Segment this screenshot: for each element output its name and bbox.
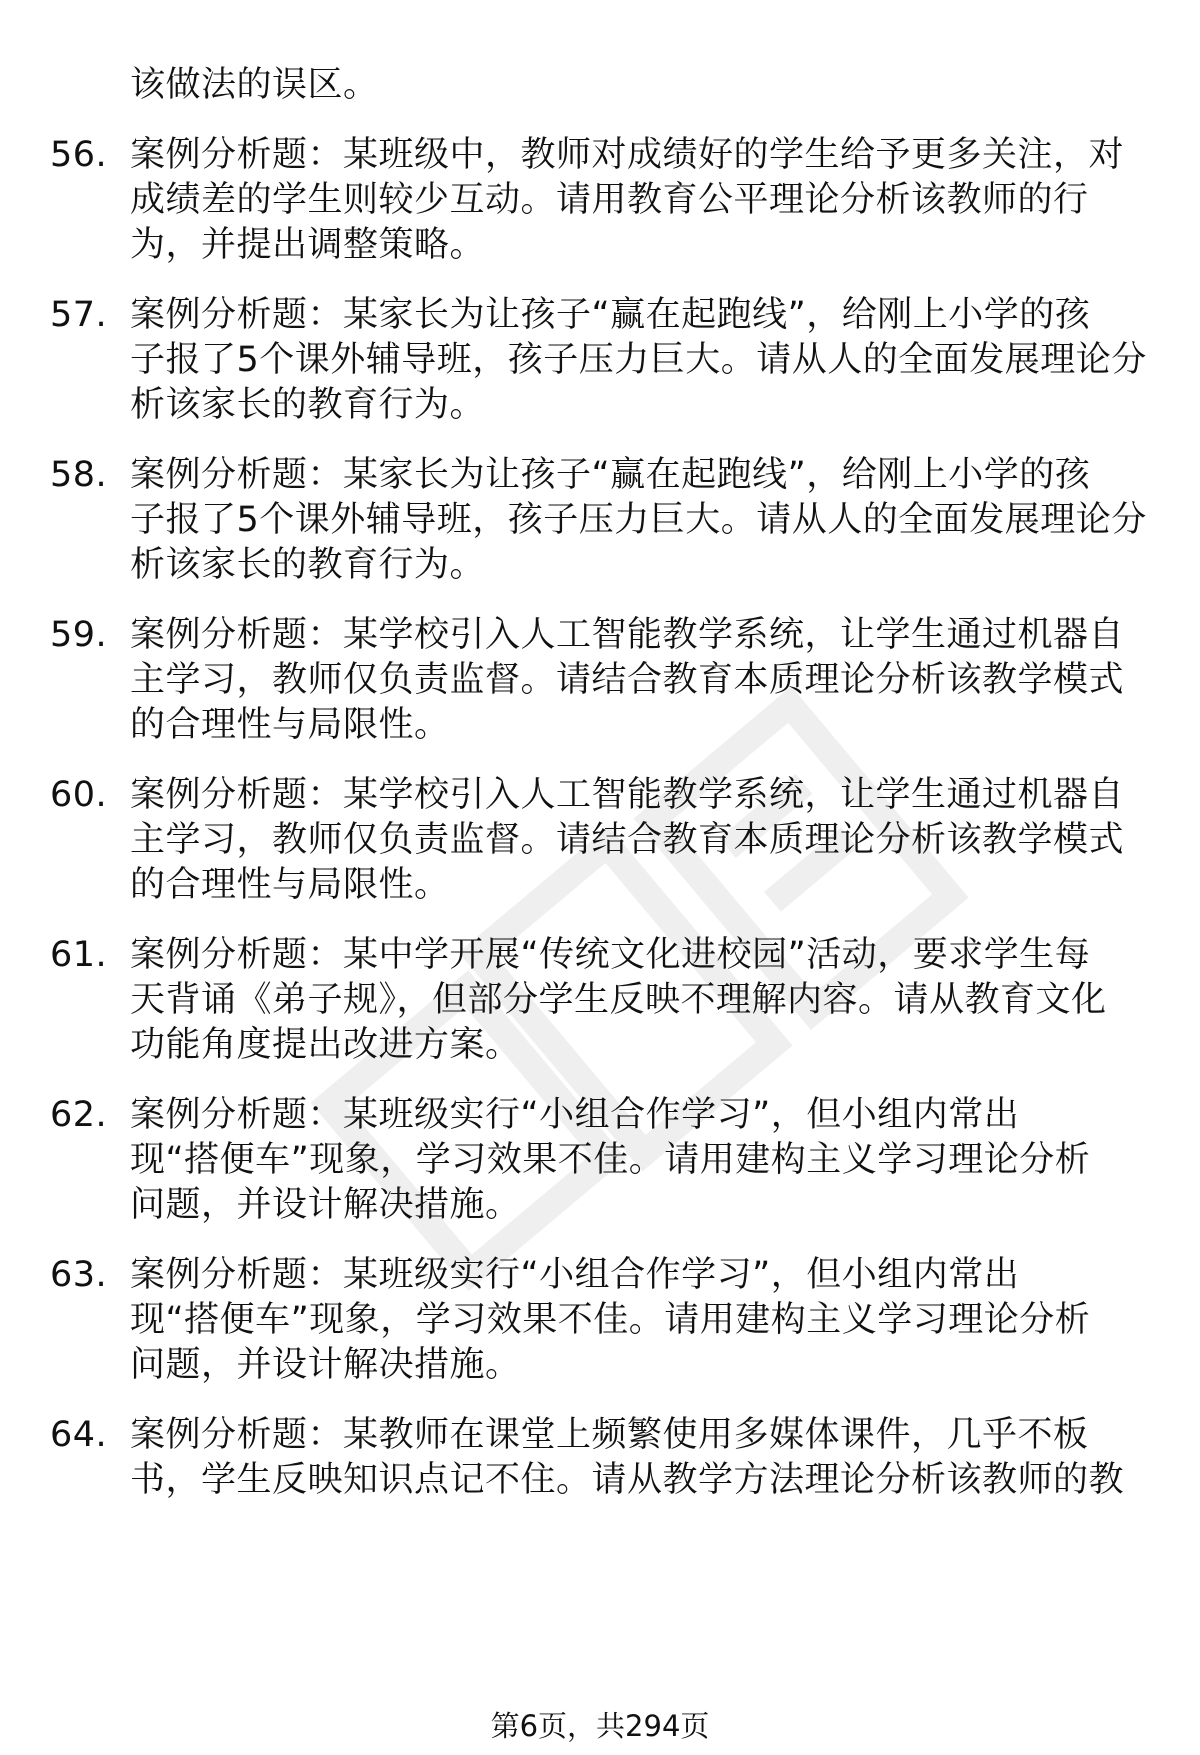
question-text-line: 的合理性与局限性。: [130, 865, 450, 905]
question-text-line: 主学习，教师仅负责监督。请结合教育本质理论分析该教学模式: [130, 820, 1125, 860]
question-text-line: 现“搭便车”现象，学习效果不佳。请用建构主义学习理论分析: [130, 1140, 1091, 1180]
question-text-line: 的合理性与局限性。: [130, 705, 450, 745]
question-text-line: 案例分析题：某班级实行“小组合作学习”，但小组内常出: [130, 1255, 1020, 1295]
question-text-line: 案例分析题：某班级中，教师对成绩好的学生给予更多关注，对: [130, 135, 1125, 175]
question-number: 62.: [50, 1095, 108, 1135]
question-text-line: 案例分析题：某班级实行“小组合作学习”，但小组内常出: [130, 1095, 1020, 1135]
question-number: 57.: [50, 295, 108, 335]
question-text-line: 书，学生反映知识点记不住。请从教学方法理论分析该教师的教: [130, 1460, 1125, 1500]
question-text-line: 案例分析题：某家长为让孩子“赢在起跑线”，给刚上小学的孩: [130, 455, 1091, 495]
question-text-line: 功能角度提出改进方案。: [130, 1025, 521, 1065]
question-text-line: 为，并提出调整策略。: [130, 225, 486, 265]
question-text-line: 案例分析题：某家长为让孩子“赢在起跑线”，给刚上小学的孩: [130, 295, 1091, 335]
question-text-line: 案例分析题：某中学开展“传统文化进校园”活动，要求学生每: [130, 935, 1091, 975]
question-text-line: 案例分析题：某教师在课堂上频繁使用多媒体课件，几乎不板: [130, 1415, 1089, 1455]
question-text-line: 案例分析题：某学校引入人工智能教学系统，让学生通过机器自: [130, 615, 1125, 655]
question-text-line: 子报了5个课外辅导班，孩子压力巨大。请从人的全面发展理论分: [130, 340, 1147, 380]
question-text-line: 成绩差的学生则较少互动。请用教育公平理论分析该教师的行: [130, 180, 1089, 220]
question-text-line: 问题，并设计解决措施。: [130, 1185, 521, 1225]
question-text-line: 子报了5个课外辅导班，孩子压力巨大。请从人的全面发展理论分: [130, 500, 1147, 540]
question-number: 60.: [50, 775, 108, 815]
question-text-line: 析该家长的教育行为。: [130, 545, 486, 585]
question-number: 64.: [50, 1415, 108, 1455]
question-number: 56.: [50, 135, 108, 175]
question-text-line: 问题，并设计解决措施。: [130, 1345, 521, 1385]
continued-text: 该做法的误区。: [130, 65, 379, 105]
question-text-line: 现“搭便车”现象，学习效果不佳。请用建构主义学习理论分析: [130, 1300, 1091, 1340]
question-number: 63.: [50, 1255, 108, 1295]
question-text-line: 案例分析题：某学校引入人工智能教学系统，让学生通过机器自: [130, 775, 1125, 815]
question-text-line: 天背诵《弟子规》，但部分学生反映不理解内容。请从教育文化: [130, 980, 1107, 1020]
question-text-line: 析该家长的教育行为。: [130, 385, 486, 425]
question-number: 59.: [50, 615, 108, 655]
question-number: 58.: [50, 455, 108, 495]
page-footer: 第6页，共294页: [490, 1709, 710, 1743]
question-text-line: 主学习，教师仅负责监督。请结合教育本质理论分析该教学模式: [130, 660, 1125, 700]
question-number: 61.: [50, 935, 108, 975]
